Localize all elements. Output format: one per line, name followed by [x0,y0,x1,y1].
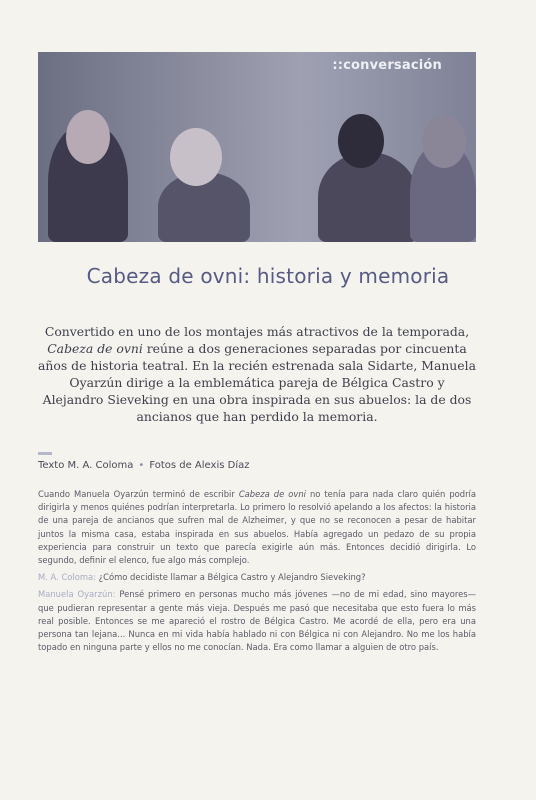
headline: Cabeza de ovni: historia y memoria [86,264,450,288]
body-p1-start: Cuando Manuela Oyarzún terminó de escribir [38,489,239,499]
answer-speaker: Manuela Oyarzún: [38,589,116,600]
article-body [38,488,476,658]
photo-figure-man-head [66,110,110,164]
body-paragraph [38,488,476,567]
photo-figure-woman-left-head [170,128,222,186]
question-text: ¿Cómo decidiste llamar a Bélgica Castro y Alejandro Sieveking? [96,572,366,583]
lead-text-start: Convertido en uno de los montajes más atractivos de la temporada, [44,324,470,339]
byline-separator: • [138,460,145,471]
lead-text-end: reúne a dos generaciones separadas por cincuenta años de historia teatral. En la recién estrenada sala Sidarte, Manuela Oyarzún dirige a la emblemática pareja de Bélgica Castro y Alejandro Sieveking en una obra inspirada en sus abuelos: la de dos ancianos que han perdido la memoria. [38,341,476,424]
lead-paragraph [38,323,476,425]
interview-question [38,571,476,584]
body-p1-italic: Cabeza de ovni [238,489,306,499]
byline [38,460,478,471]
photo-figure-woman-right-head [422,116,466,168]
header-photo [38,52,476,242]
interview-answer [38,588,476,654]
section-tag: ::conversación [332,58,442,73]
photo-figure-woman-center-head [338,114,384,168]
answer-text: Pensé primero en personas mucho más jóvenes —no de mi edad, sino mayores— que pudieran representar a gente más vieja. Después me pasó que necesitaba que esto fuera lo más real posible. Entonces se me apareció el rostro de Bélgica Castro. Me acordé de ella, pero era una persona tan lejana... Nunca en mi vida había hablado ni con Bélgica ni con Alejandro. No me los había topado en ninguna parte y ellos no me conocían. Nada. Era como llamar a alguien de otro país. [38,589,476,653]
body-p1-end: no tenía para nada claro quién podría dirigirla y menos quiénes podrían interpretarla. Lo primero lo resolvió apelando a los afectos: la historia de una pareja de ancianos que sufren mal de Alzheimer, y que no se reconocen a pesar de habitar juntos la misma casa, estaba inspirada en sus abuelos. Había agregado un pedazo de su propia experiencia para construir un texto que parecía exigirle aún más. Entonces decidió dirigirla. Lo segundo, definir el elenco, fue algo más complejo. [38,489,477,566]
photo-credit: Fotos de Alexis Díaz [149,460,250,471]
section-rule [38,452,52,455]
question-speaker: M. A. Coloma: [38,572,96,583]
lead-title-italic: Cabeza de ovni [47,341,143,356]
text-credit: Texto M. A. Coloma [38,460,134,471]
